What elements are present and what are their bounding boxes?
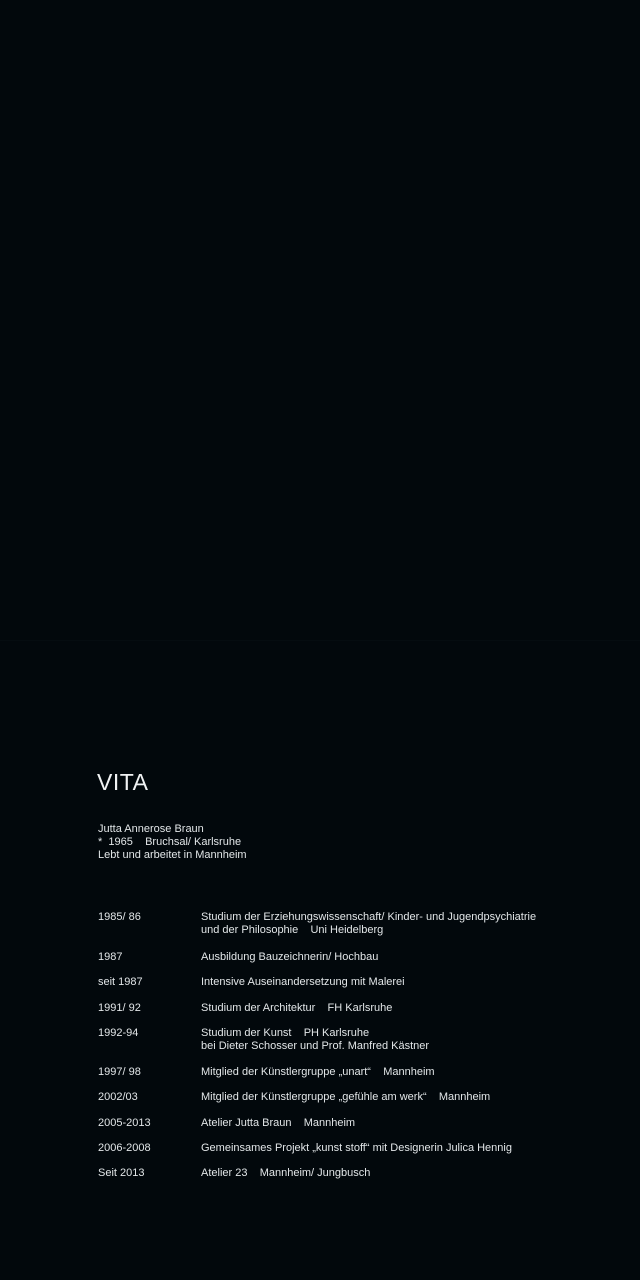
vita-line: Studium der Architektur FH Karlsruhe (201, 1002, 393, 1014)
vita-line: bei Dieter Schosser und Prof. Manfred Kästner (201, 1040, 430, 1052)
personal-info (98, 823, 247, 862)
page-title: VITA (97, 769, 149, 796)
vita-description (201, 911, 536, 937)
vita-year: 1992-94 (98, 1027, 139, 1039)
vita-line: Atelier 23 Mannheim/ Jungbusch (201, 1167, 371, 1179)
residence-info: Lebt und arbeitet in Mannheim (98, 849, 247, 861)
vita-year: Seit 2013 (98, 1167, 145, 1179)
vita-line: Mitglied der Künstlergruppe „gefühle am werk“ Mannheim (201, 1091, 491, 1103)
page-fold-divider (0, 640, 640, 641)
birth-info: * 1965 Bruchsal/ Karlsruhe (98, 836, 242, 848)
vita-description (201, 1002, 392, 1015)
vita-year: 2002/03 (98, 1091, 138, 1103)
vita-line: Studium der Kunst PH Karlsruhe (201, 1027, 370, 1039)
vita-description (201, 976, 405, 989)
vita-line: Ausbildung Bauzeichnerin/ Hochbau (201, 951, 379, 963)
vita-year: seit 1987 (98, 976, 143, 988)
vita-year: 1987 (98, 951, 123, 963)
vita-description (201, 1117, 355, 1130)
vita-description (201, 1091, 490, 1104)
vita-line: und der Philosophie Uni Heidelberg (201, 924, 384, 936)
vita-line: Gemeinsames Projekt „kunst stoff“ mit Designerin Julica Hennig (201, 1142, 512, 1154)
vita-year: 1985/ 86 (98, 911, 141, 923)
vita-description (201, 1066, 435, 1079)
vita-year: 2006-2008 (98, 1142, 151, 1154)
vita-year: 2005-2013 (98, 1117, 151, 1129)
vita-line: Studium der Erziehungswissenschaft/ Kinder- und Jugendpsychiatrie (201, 911, 537, 923)
artist-name: Jutta Annerose Braun (98, 823, 204, 835)
vita-year: 1997/ 98 (98, 1066, 141, 1078)
vita-description (201, 1167, 370, 1180)
vita-line: Intensive Auseinandersetzung mit Malerei (201, 976, 405, 988)
vita-line: Atelier Jutta Braun Mannheim (201, 1117, 356, 1129)
vita-year: 1991/ 92 (98, 1002, 141, 1014)
vita-line: Mitglied der Künstlergruppe „unart“ Mannheim (201, 1066, 435, 1078)
vita-description (201, 1027, 429, 1053)
vita-description (201, 1142, 512, 1155)
vita-description (201, 951, 378, 964)
